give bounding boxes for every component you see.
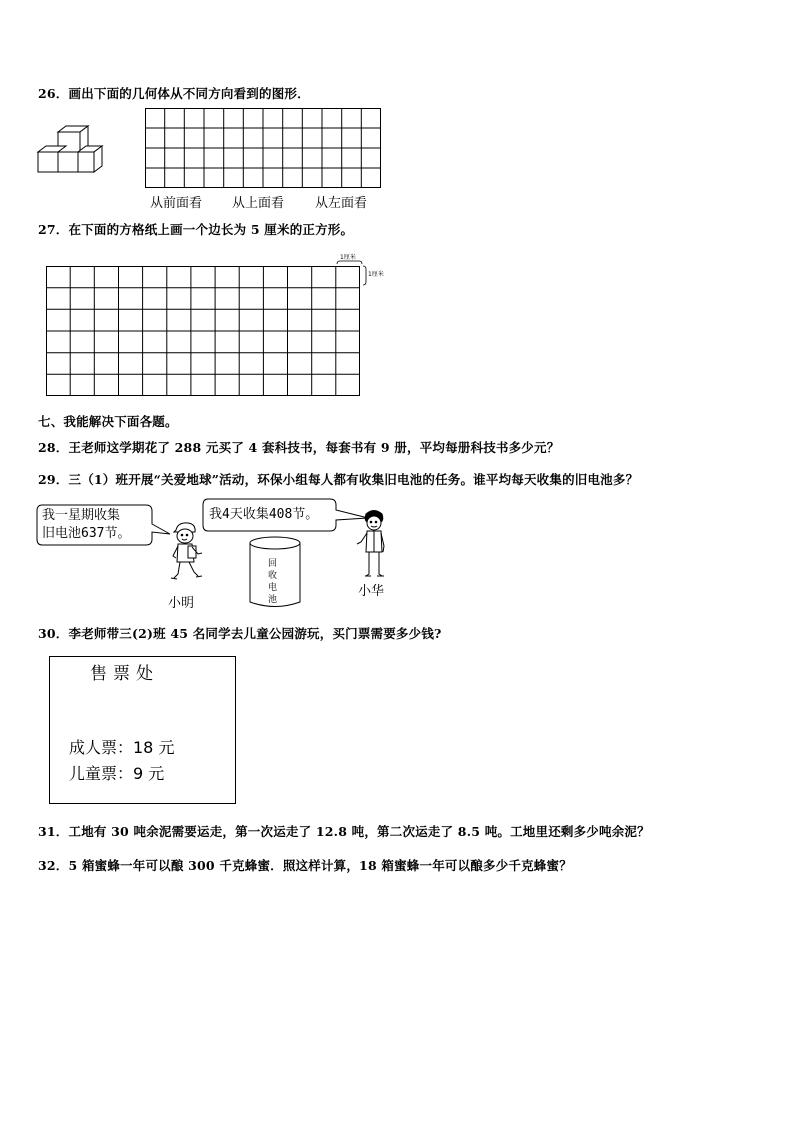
question-29: 29．三（1）班开展“关爱地球”活动，环保小组每人都有收集旧电池的任务。谁平均每天收集的旧电池多？ — [38, 472, 639, 487]
view-label-left: 从左面看 — [315, 196, 368, 211]
view-label-front: 从前面看 — [150, 196, 203, 211]
question-31: 31．工地有 30 吨余泥需要运走，第一次运走了 12.8 吨，第二次运走了 8.5 吨。工地里还剩多少吨余泥？ — [38, 824, 650, 839]
question-27: 27．在下面的方格纸上画一个边长为 5 厘米的正方形。 — [38, 222, 354, 237]
bin-label-3: 电 — [268, 583, 278, 593]
bubble-left-line-2: 旧电池637节。 — [42, 526, 131, 541]
cube-solid-figure — [36, 122, 106, 178]
scale-label-vertical: 1厘米 — [368, 271, 384, 278]
question-28: 28．王老师这学期花了 288 元买了 4 套科技书，每套书有 9 册，平均每册科技书多少元？ — [38, 440, 560, 455]
scale-indicator — [335, 252, 395, 292]
grid-q26 — [145, 108, 381, 188]
question-26: 26．画出下面的几何体从不同方向看到的图形． — [38, 86, 310, 101]
scale-label-horizontal: 1厘米 — [340, 254, 356, 261]
child-ticket-price: 儿童票：9 元 — [69, 764, 165, 783]
bubble-right-text: 我4天收集408节。 — [209, 507, 319, 522]
name-xiaohua: 小华 — [358, 584, 385, 599]
bin-label-2: 收 — [268, 571, 278, 581]
name-xiaoming: 小明 — [168, 596, 195, 611]
ticket-office-sign — [49, 656, 236, 804]
adult-ticket-price: 成人票：18 元 — [69, 738, 175, 757]
section-7-heading: 七、我能解决下面各题。 — [38, 414, 178, 429]
grid-q27 — [46, 266, 360, 396]
question-32: 32．5 箱蜜蜂一年可以酿 300 千克蜂蜜．照这样计算，18 箱蜜蜂一年可以酿多少千克蜂蜜？ — [38, 858, 572, 873]
ticket-office-title: 售票处 — [90, 664, 159, 684]
bin-label-4: 池 — [268, 595, 278, 605]
bubble-left-line-1: 我一星期收集 — [42, 508, 121, 523]
student-xiaohua-figure — [354, 508, 394, 582]
bin-label-1: 回 — [268, 559, 278, 569]
view-label-top: 从上面看 — [232, 196, 285, 211]
question-30: 30．李老师带三(2)班 45 名同学去儿童公园游玩，买门票需要多少钱? — [38, 626, 442, 641]
